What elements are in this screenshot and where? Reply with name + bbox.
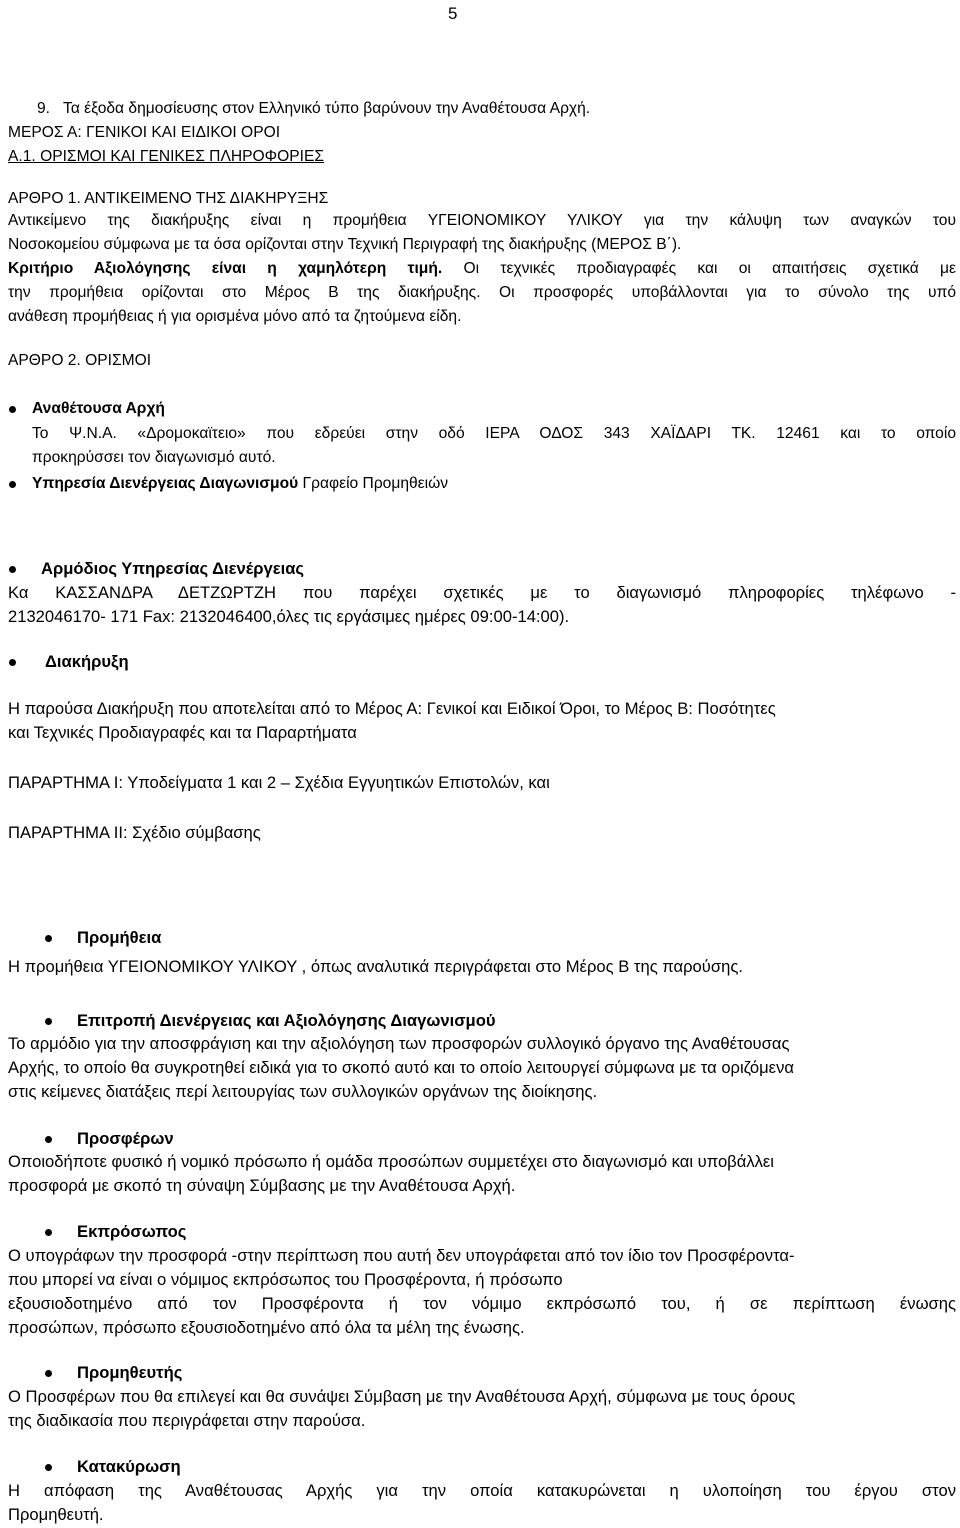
definition-heading-contracting-authority: Αναθέτουσα Αρχή bbox=[32, 400, 165, 417]
bullet-icon bbox=[45, 1370, 52, 1377]
page-number: 5 bbox=[448, 4, 458, 23]
definition-text: Η απόφαση της Αναθέτουσας Αρχής για την οποία κατακυρώνεται η υλοποίηση του έργου στον bbox=[8, 1481, 956, 1500]
article-1-line: Αντικείμενο της διακήρυξης είναι η προμήθεια ΥΓΕΙΟΝΟΜΙΚΟΥ ΥΛΙΚΟΥ για την κάλυψη των αναγκών του bbox=[8, 212, 956, 229]
article-1-text: Οι τεχνικές προδιαγραφές και οι απαιτήσεις σχετικά με bbox=[463, 260, 956, 277]
definition-text: εξουσιοδοτημένο από τον Προσφέροντα ή τον νόμιμο εκπρόσωπό του, ή σε περίπτωση ένωσης bbox=[8, 1294, 956, 1313]
item-9-number: 9. bbox=[37, 100, 51, 117]
definition-text: Το αρμόδιο για την αποσφράγιση και την αξιολόγηση των προσφορών συλλογικό όργανο της Αναθέτουσας bbox=[8, 1034, 790, 1053]
definition-text: Γραφείο Προμηθειών bbox=[302, 475, 449, 492]
definition-heading-supply: Προμήθεια bbox=[77, 928, 162, 947]
bullet-icon bbox=[45, 935, 52, 942]
definition-text: Οποιοδήποτε φυσικό ή νομικό πρόσωπο ή ομάδα προσώπων συμμετέχει στο διαγωνισμό και υποβάλλει bbox=[8, 1152, 774, 1171]
definition-text: Το Ψ.Ν.Α. «Δρομοκαϊτειο» που εδρεύει στην οδό ΙΕΡΑ ΟΔΟΣ 343 ΧΑΪΔΑΡΙ ΤΚ. 12461 και το οποίο bbox=[32, 425, 956, 442]
definition-heading-service: Υπηρεσία Διενέργειας Διαγωνισμού bbox=[32, 475, 299, 492]
definition-text: προσφορά με σκοπό τη σύναψη Σύμβασης με την Αναθέτουσα Αρχή. bbox=[8, 1176, 516, 1195]
bullet-icon bbox=[9, 406, 16, 413]
definition-text: Προμηθευτή. bbox=[8, 1505, 104, 1524]
definition-text: Κα ΚΑΣΣΑΝΔΡΑ ΔΕΤΖΩΡΤΖΗ που παρέχει σχετικές με το διαγωνισμό πληροφορίες τηλέφωνο - bbox=[8, 583, 956, 602]
definition-text: Αρχής, το οποίο θα συγκροτηθεί ειδικά για το σκοπό αυτό και το οποίο λειτουργεί σύμφωνα με τα οριζόμενα bbox=[8, 1058, 794, 1077]
article-1-line: την προμήθεια ορίζονται στο Μέρος Β της διακήρυξης. Οι προσφορές υποβάλλονται για το σύνολο της υπό bbox=[8, 284, 956, 301]
part-a-heading: ΜΕΡΟΣ Α: ΓΕΝΙΚΟΙ ΚΑΙ ΕΙΔΙΚΟΙ ΟΡΟΙ bbox=[8, 124, 281, 141]
definition-text: προκηρύσσει τον διαγωνισμό αυτό. bbox=[32, 449, 276, 466]
award-criterion: Κριτήριο Αξιολόγησης είναι η χαμηλότερη τιμή. bbox=[8, 260, 443, 277]
bullet-icon bbox=[45, 1136, 52, 1143]
item-9 bbox=[37, 99, 590, 119]
definition-text: στις κείμενες διατάξεις περί λειτουργίας των συλλογικών οργάνων της διοίκησης. bbox=[8, 1082, 598, 1101]
annex-1: ΠΑΡΑΡΤΗΜΑ Ι: Υποδείγματα 1 και 2 – Σχέδια Εγγυητικών Επιστολών, και bbox=[8, 773, 550, 792]
definition-service bbox=[32, 474, 448, 494]
definition-text: της διαδικασία που περιγράφεται στην παρούσα. bbox=[8, 1411, 366, 1430]
definition-text: και Τεχνικές Προδιαγραφές και τα Παραρτήματα bbox=[8, 723, 357, 742]
definition-text: που μπορεί να είναι ο νόμιμος εκπρόσωπος του Προσφέροντα, ή πρόσωπο bbox=[8, 1270, 563, 1289]
definition-heading-award: Κατακύρωση bbox=[77, 1457, 181, 1476]
item-9-text: Τα έξοδα δημοσίευσης στον Ελληνικό τύπο βαρύνουν την Αναθέτουσα Αρχή. bbox=[63, 100, 591, 117]
definition-heading-responsible: Αρμόδιος Υπηρεσίας Διενέργειας bbox=[41, 559, 305, 578]
article-1-line: Νοσοκομείου σύμφωνα με τα όσα ορίζονται στην Τεχνική Περιγραφή της διακήρυξης (ΜΕΡΟΣ Β΄). bbox=[8, 236, 682, 253]
definition-text: Ο υπογράφων την προσφορά -στην περίπτωση που αυτή δεν υπογράφεται από τον ίδιο τον Προσφέροντα- bbox=[8, 1246, 795, 1265]
bullet-icon bbox=[45, 1464, 52, 1471]
definition-text: Η παρούσα Διακήρυξη που αποτελείται από το Μέρος Α: Γενικοί και Ειδικοί Όροι, το Μέρος Β: Ποσότητες bbox=[8, 699, 776, 718]
article-1-criterion-line bbox=[8, 259, 956, 279]
article-2-title: ΑΡΘΡΟ 2. ΟΡΙΣΜΟΙ bbox=[8, 352, 152, 369]
definition-heading-bidder: Προσφέρων bbox=[77, 1129, 174, 1148]
section-a1-heading: Α.1. ΟΡΙΣΜΟΙ ΚΑΙ ΓΕΝΙΚΕΣ ΠΛΗΡΟΦΟΡΙΕΣ bbox=[8, 148, 324, 165]
article-1-title: ΑΡΘΡΟ 1. ΑΝΤΙΚΕΙΜΕΝΟ ΤΗΣ ΔΙΑΚΗΡΥΞΗΣ bbox=[8, 190, 329, 207]
bullet-icon bbox=[45, 1229, 52, 1236]
definition-heading-committee: Επιτροπή Διενέργειας και Αξιολόγησης Διαγωνισμού bbox=[77, 1011, 496, 1030]
definition-text: 2132046170- 171 Fax: 2132046400,όλες τις εργάσιμες ημέρες 09:00-14:00). bbox=[8, 607, 570, 626]
definition-heading-supplier: Προμηθευτής bbox=[77, 1363, 183, 1382]
definition-heading-representative: Εκπρόσωπος bbox=[77, 1222, 187, 1241]
article-1-line: ανάθεση προμήθειας ή για ορισμένα μόνο από τα ζητούμενα είδη. bbox=[8, 308, 462, 325]
definition-text: Η προμήθεια ΥΓΕΙΟΝΟΜΙΚΟΥ ΥΛΙΚΟΥ , όπως αναλυτικά περιγράφεται στο Μέρος Β της παρούσης. bbox=[8, 957, 743, 976]
bullet-icon bbox=[9, 566, 16, 573]
annex-2: ΠΑΡΑΡΤΗΜΑ ΙΙ: Σχέδιο σύμβασης bbox=[8, 823, 261, 842]
bullet-icon bbox=[9, 481, 16, 488]
definition-heading-declaration: Διακήρυξη bbox=[45, 652, 129, 671]
bullet-icon bbox=[9, 659, 16, 666]
definition-text: Ο Προσφέρων που θα επιλεγεί και θα συνάψει Σύμβαση με την Αναθέτουσα Αρχή, σύμφωνα με τους όρους bbox=[8, 1387, 796, 1406]
bullet-icon bbox=[45, 1018, 52, 1025]
definition-text: προσώπων, πρόσωπο εξουσιοδοτημένο από όλα τα μέλη της ένωσης. bbox=[8, 1318, 525, 1337]
